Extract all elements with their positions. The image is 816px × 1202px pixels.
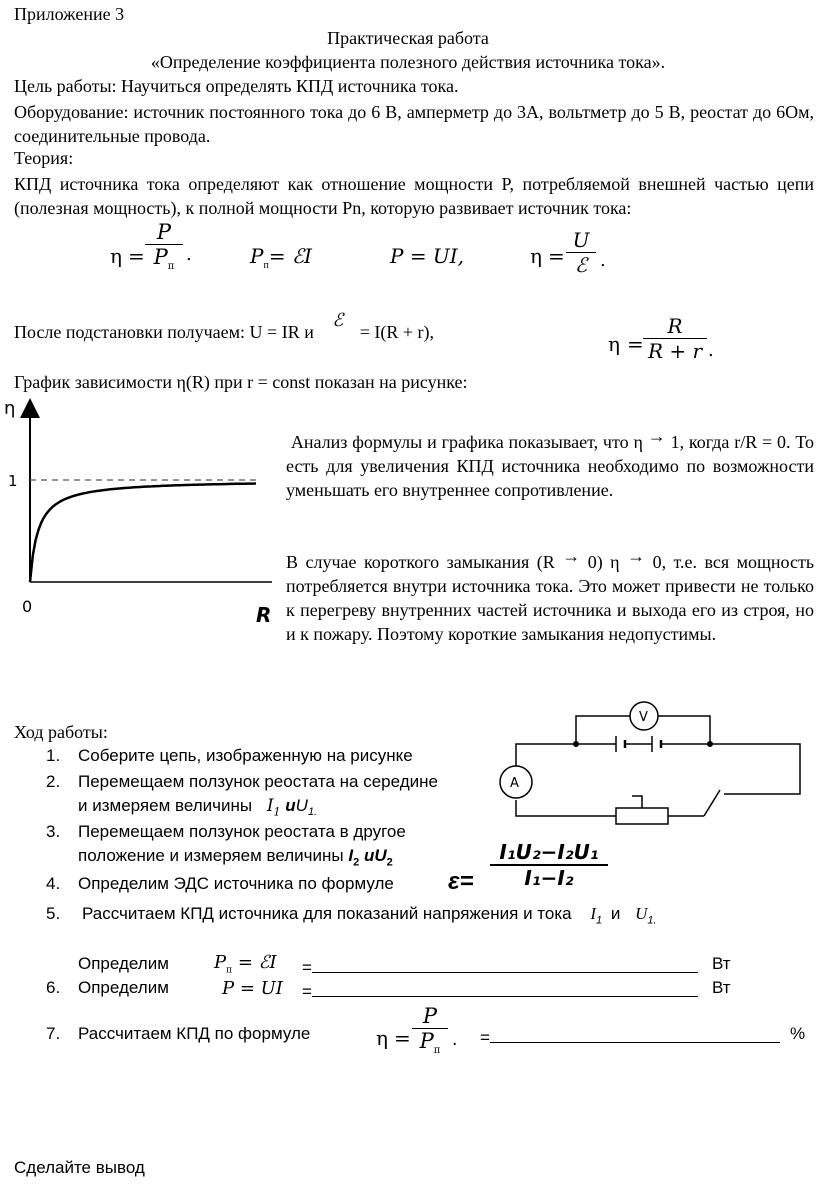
efficiency-graph bbox=[4, 396, 280, 622]
bottom-wire-left bbox=[516, 800, 616, 816]
emf-formula: I₁U₂−I₂U₁ I₁−I₂ bbox=[490, 840, 608, 890]
efficiency-answer-line: = bbox=[480, 1024, 780, 1048]
p-answer-line: = bbox=[302, 978, 698, 1002]
origin-label: 0 bbox=[22, 597, 33, 616]
define-p-formula: P = UI bbox=[222, 978, 283, 999]
step-5: Рассчитаем КПД источника для показаний напряжения и тока $I_1$ и $U_{1.}$ bbox=[82, 904, 657, 927]
percent-unit: % bbox=[790, 1024, 806, 1043]
emf-symbol: ℰ bbox=[332, 310, 344, 331]
step-1: Соберите цепь, изображенную на рисунке bbox=[78, 746, 413, 765]
top-wire-right bbox=[661, 744, 800, 782]
equals-sign: = bbox=[128, 244, 145, 268]
junction-dot bbox=[707, 741, 713, 747]
equipment-text: Оборудование: источник постоянного тока до 6 В, амперметр до 3А, вольтметр до 5 В, реостат до 6Ом, соединительные провода. bbox=[14, 102, 814, 146]
circuit-diagram bbox=[494, 698, 810, 832]
numerator: P bbox=[156, 220, 172, 244]
x-axis-label: R bbox=[256, 603, 272, 622]
voltmeter-wire-left bbox=[576, 716, 630, 744]
y-axis-label: η bbox=[4, 398, 16, 419]
step-3-line-1: Перемещаем ползунок реостата в другое bbox=[78, 822, 406, 841]
step-2-line-2: и измеряем величины $I_1$ $иU_{1.}$ bbox=[78, 796, 318, 819]
page-title: Практическая работа bbox=[327, 28, 489, 48]
list-number: 7. bbox=[46, 1024, 61, 1043]
formula-useful-power: P = UI, bbox=[390, 244, 465, 268]
step-7: Рассчитаем КПД по формуле bbox=[78, 1024, 311, 1043]
page-subtitle: «Определение коэффициента полезного действия источника тока». bbox=[150, 52, 666, 72]
switch-blade bbox=[704, 790, 720, 816]
list-number: 6. bbox=[46, 978, 61, 997]
ammeter-label: A bbox=[510, 776, 519, 791]
voltmeter-label: V bbox=[639, 710, 648, 725]
define-pn-label: Определим bbox=[78, 954, 169, 973]
step-3-line-2: положение и измеряем величины $I_2$ $иU_2$ bbox=[78, 846, 393, 869]
conclusion-label: Сделайте вывод bbox=[14, 1158, 145, 1177]
theory-text: КПД источника тока определяют как отношение мощности P, потребляемой внешней частью цепи (полезная мощность), к полной мощности Pn, которую развивает источник тока: bbox=[14, 174, 814, 218]
appendix-label: Приложение 3 bbox=[14, 4, 125, 24]
define-p-label: Определим bbox=[78, 978, 169, 997]
define-pn-formula: $P_п$ = ℰI bbox=[214, 952, 277, 976]
efficiency-curve bbox=[30, 484, 256, 583]
procedure-label: Ход работы: bbox=[14, 722, 108, 742]
goal-text: Цель работы: Научиться определять КПД источника тока. bbox=[14, 76, 459, 96]
y-tick-label: 1 bbox=[8, 472, 18, 490]
voltmeter-wire-right bbox=[658, 716, 710, 744]
fraction-p-pn bbox=[145, 220, 183, 272]
list-number: 1. bbox=[46, 746, 61, 765]
step-4: Определим ЭДС источника по формуле bbox=[78, 874, 394, 893]
list-number: 3. bbox=[46, 822, 61, 841]
list-number: 4. bbox=[46, 874, 61, 893]
emf-label: ε= bbox=[448, 868, 474, 895]
pn-unit: Вт bbox=[712, 954, 731, 973]
list-number: 2. bbox=[46, 772, 61, 791]
formula-full-power: $P_п=$ ℰI bbox=[250, 244, 312, 271]
analysis-paragraph-2: В случае короткого замыкания (R → 0) η → 0, т.е. вся мощность потребляется внутри источника тока. Это может привести не только к перегреву внутренних частей источника и выхода его из строя, но и к пожару. Поэтому короткие замыкания недопустимы. bbox=[286, 546, 815, 644]
denominator: $P_п$ bbox=[153, 245, 175, 273]
rheostat-body bbox=[616, 808, 668, 824]
rheostat-slider bbox=[632, 796, 642, 808]
step-2-line-1: Перемещаем ползунок реостата на середине bbox=[78, 772, 438, 791]
bottom-wire-right bbox=[724, 782, 800, 794]
pn-answer-line: = bbox=[302, 954, 698, 978]
eta-symbol: η bbox=[110, 244, 122, 268]
junction-dot bbox=[573, 741, 579, 747]
list-number: 5. bbox=[46, 904, 61, 923]
graph-caption: График зависимости η(R) при r = const показан на рисунке: bbox=[14, 372, 468, 392]
substitution-text: После подстановки получаем: U = IR и ℰ = I(R + r), bbox=[14, 310, 435, 342]
p-unit: Вт bbox=[712, 978, 731, 997]
dot: . bbox=[186, 244, 192, 265]
analysis-paragraph-1: Анализ формулы и графика показывает, что η → 1, когда r/R = 0. То есть для увеличения КПД источника необходимо по возможности уменьшать его внутреннее сопротивление. bbox=[286, 426, 815, 500]
theory-label: Теория: bbox=[14, 148, 74, 168]
